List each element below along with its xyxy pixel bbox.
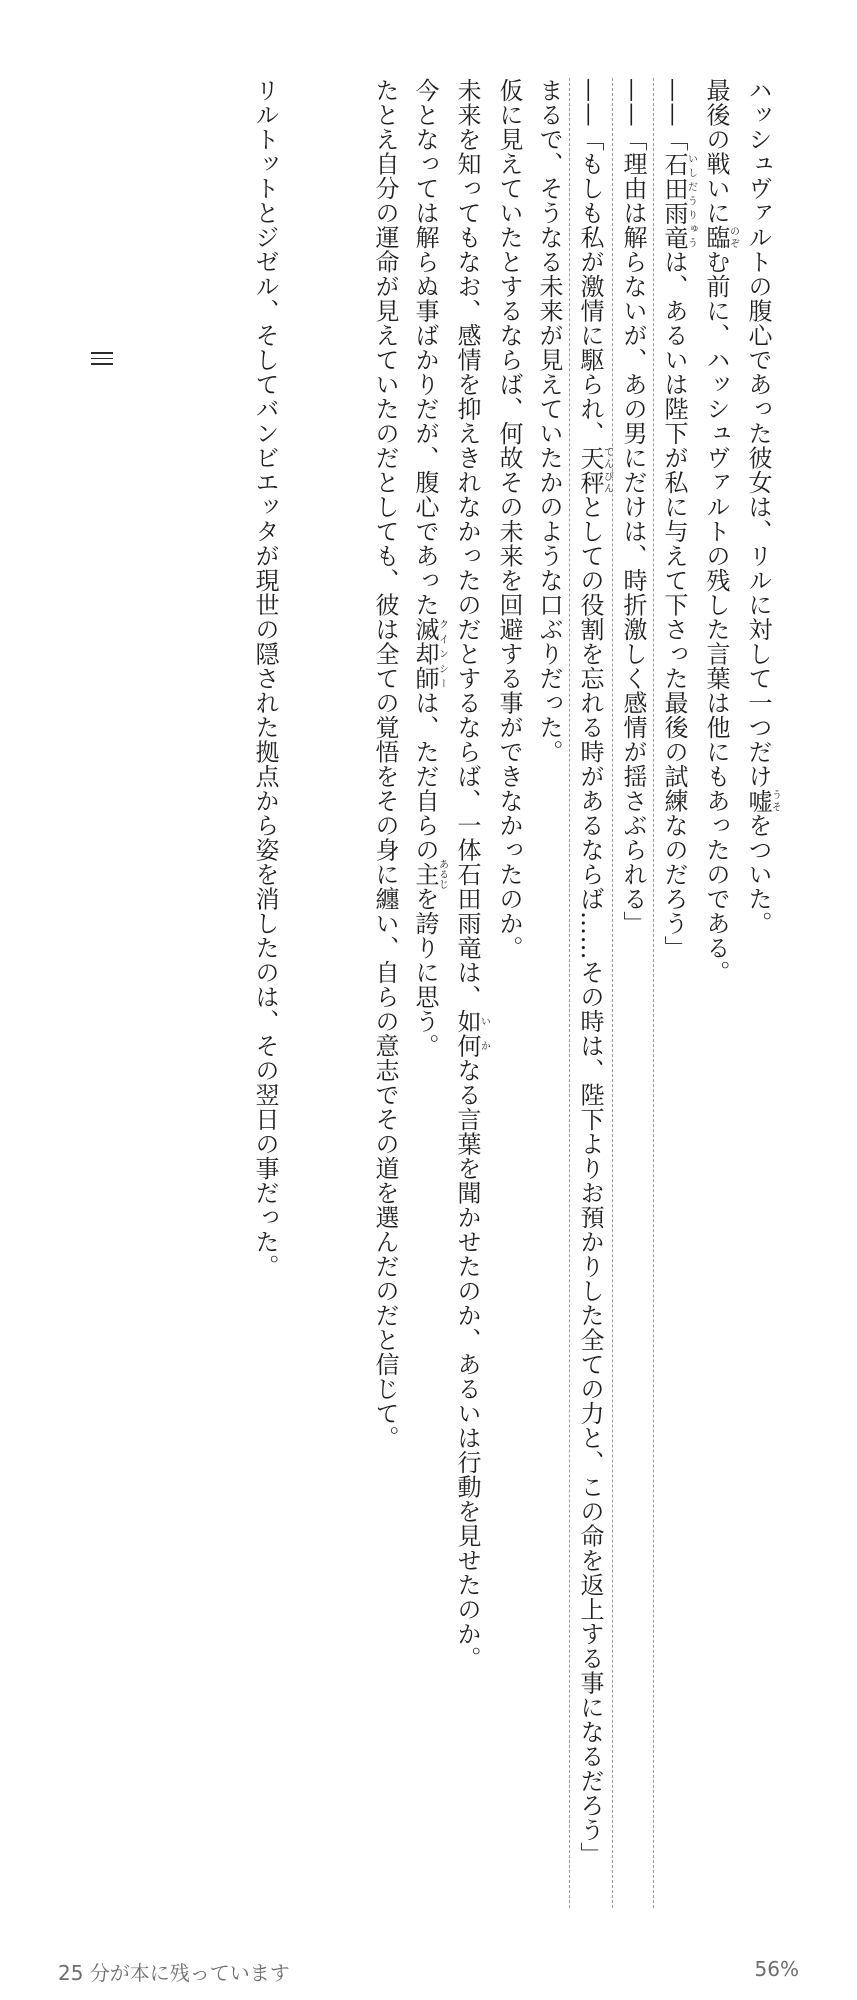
text-run: 「もしも私が激情に駆られ、 — [576, 127, 604, 446]
text-run: む前に、ハッシュヴァルトの残した言葉は他にもあったのである。 — [702, 249, 730, 985]
text-run: 今となっては解らぬ事ばかりだが、腹心であった — [411, 78, 439, 617]
text-run: は、あるいは陛下が私に与えて下さった最後の試練なのだろう」 — [660, 249, 688, 960]
dialogue-paragraph — [569, 78, 612, 1908]
text-run: は、ただ自らの — [411, 690, 439, 862]
text-run: ハッシュヴァルトの腹心であった彼女は、リルに対して一つだけ — [744, 78, 772, 789]
dash-mark: —— — [660, 78, 688, 127]
ruby-base: 石田雨竜 — [660, 151, 688, 250]
ruby-reading: クインシー — [436, 617, 448, 691]
dash-mark: —— — [619, 78, 647, 127]
text-run: 「理由は解らないが、あの男にだけは、時折激しく感情が揺さぶられる」 — [619, 127, 647, 936]
ruby-reading: いしだうりゅう — [685, 151, 697, 250]
text-run: リルトットとジゼル、そしてバンビエッタが現世の隠された拠点から姿を消したのは、その翌日の事だった。 — [251, 78, 279, 1279]
text-run: まるで、そうなる未来が見えていたかのような口ぶりだった。 — [535, 78, 563, 764]
text-run: としての役割を忘れる時があるならば……その時は、陛下よりお預かりした全ての力と、この命を返上する事になるだろう」 — [576, 494, 604, 1867]
ruby-base: 天秤 — [576, 445, 604, 495]
text-run: を誇りに思う。 — [411, 886, 439, 1058]
ruby-base: 主 — [411, 859, 439, 890]
dialogue-paragraph — [653, 78, 696, 1908]
ruby-word — [660, 151, 697, 250]
section-break-icon — [91, 352, 113, 370]
ruby-reading: うそ — [769, 788, 780, 813]
ruby-word — [411, 617, 448, 691]
text-run: 仮に見えていたとするならば、何故その未来を回避する事ができなかったのか。 — [495, 78, 523, 960]
ruby-word — [702, 225, 739, 250]
time-remaining: 25 分が本に残っています — [58, 1961, 290, 1985]
narration-paragraph — [738, 78, 780, 1908]
text-run: をついた。 — [744, 813, 772, 936]
ruby-word — [411, 859, 448, 890]
reader-page[interactable] — [150, 78, 780, 1908]
ruby-reading: てんびん — [601, 445, 613, 495]
narration-paragraph — [365, 78, 405, 1908]
dialogue-paragraph — [612, 78, 653, 1908]
text-run: たとえ自分の運命が見えていたのだとしても、彼は全ての覚悟をその身に纏い、自らの意志でその道を選んだのだと信じて。 — [371, 78, 399, 1450]
ruby-base: 臨 — [702, 225, 730, 250]
text-run: 最後の戦いに — [702, 78, 730, 225]
text-run: なる言葉を聞かせたのか、あるいは行動を見せたのか。 — [453, 1058, 481, 1671]
ruby-word — [453, 1009, 490, 1058]
ruby-reading: いか — [478, 1009, 490, 1058]
ruby-base: 滅却師 — [411, 617, 439, 691]
narration-paragraph — [696, 78, 738, 1908]
ruby-base: 如何 — [453, 1009, 481, 1058]
dash-mark: —— — [576, 78, 604, 127]
narration-paragraph — [489, 78, 529, 1908]
book-text — [150, 78, 780, 1908]
text-run: 「 — [660, 127, 688, 152]
ruby-word — [576, 445, 613, 495]
ruby-reading: あるじ — [436, 859, 448, 890]
narration-paragraph — [529, 78, 569, 1908]
narration-paragraph — [245, 78, 285, 1908]
narration-paragraph — [447, 78, 489, 1908]
reading-progress: 56% — [754, 1957, 799, 1981]
ruby-reading: のぞ — [727, 225, 739, 250]
ruby-base: 嘘 — [744, 788, 772, 813]
section-break-spacer — [285, 78, 365, 1908]
text-run: 未来を知ってもなお、感情を抑えきれなかったのだとするならば、一体石田雨竜は、 — [453, 78, 481, 1009]
narration-paragraph — [405, 78, 447, 1908]
ruby-word — [744, 788, 780, 814]
